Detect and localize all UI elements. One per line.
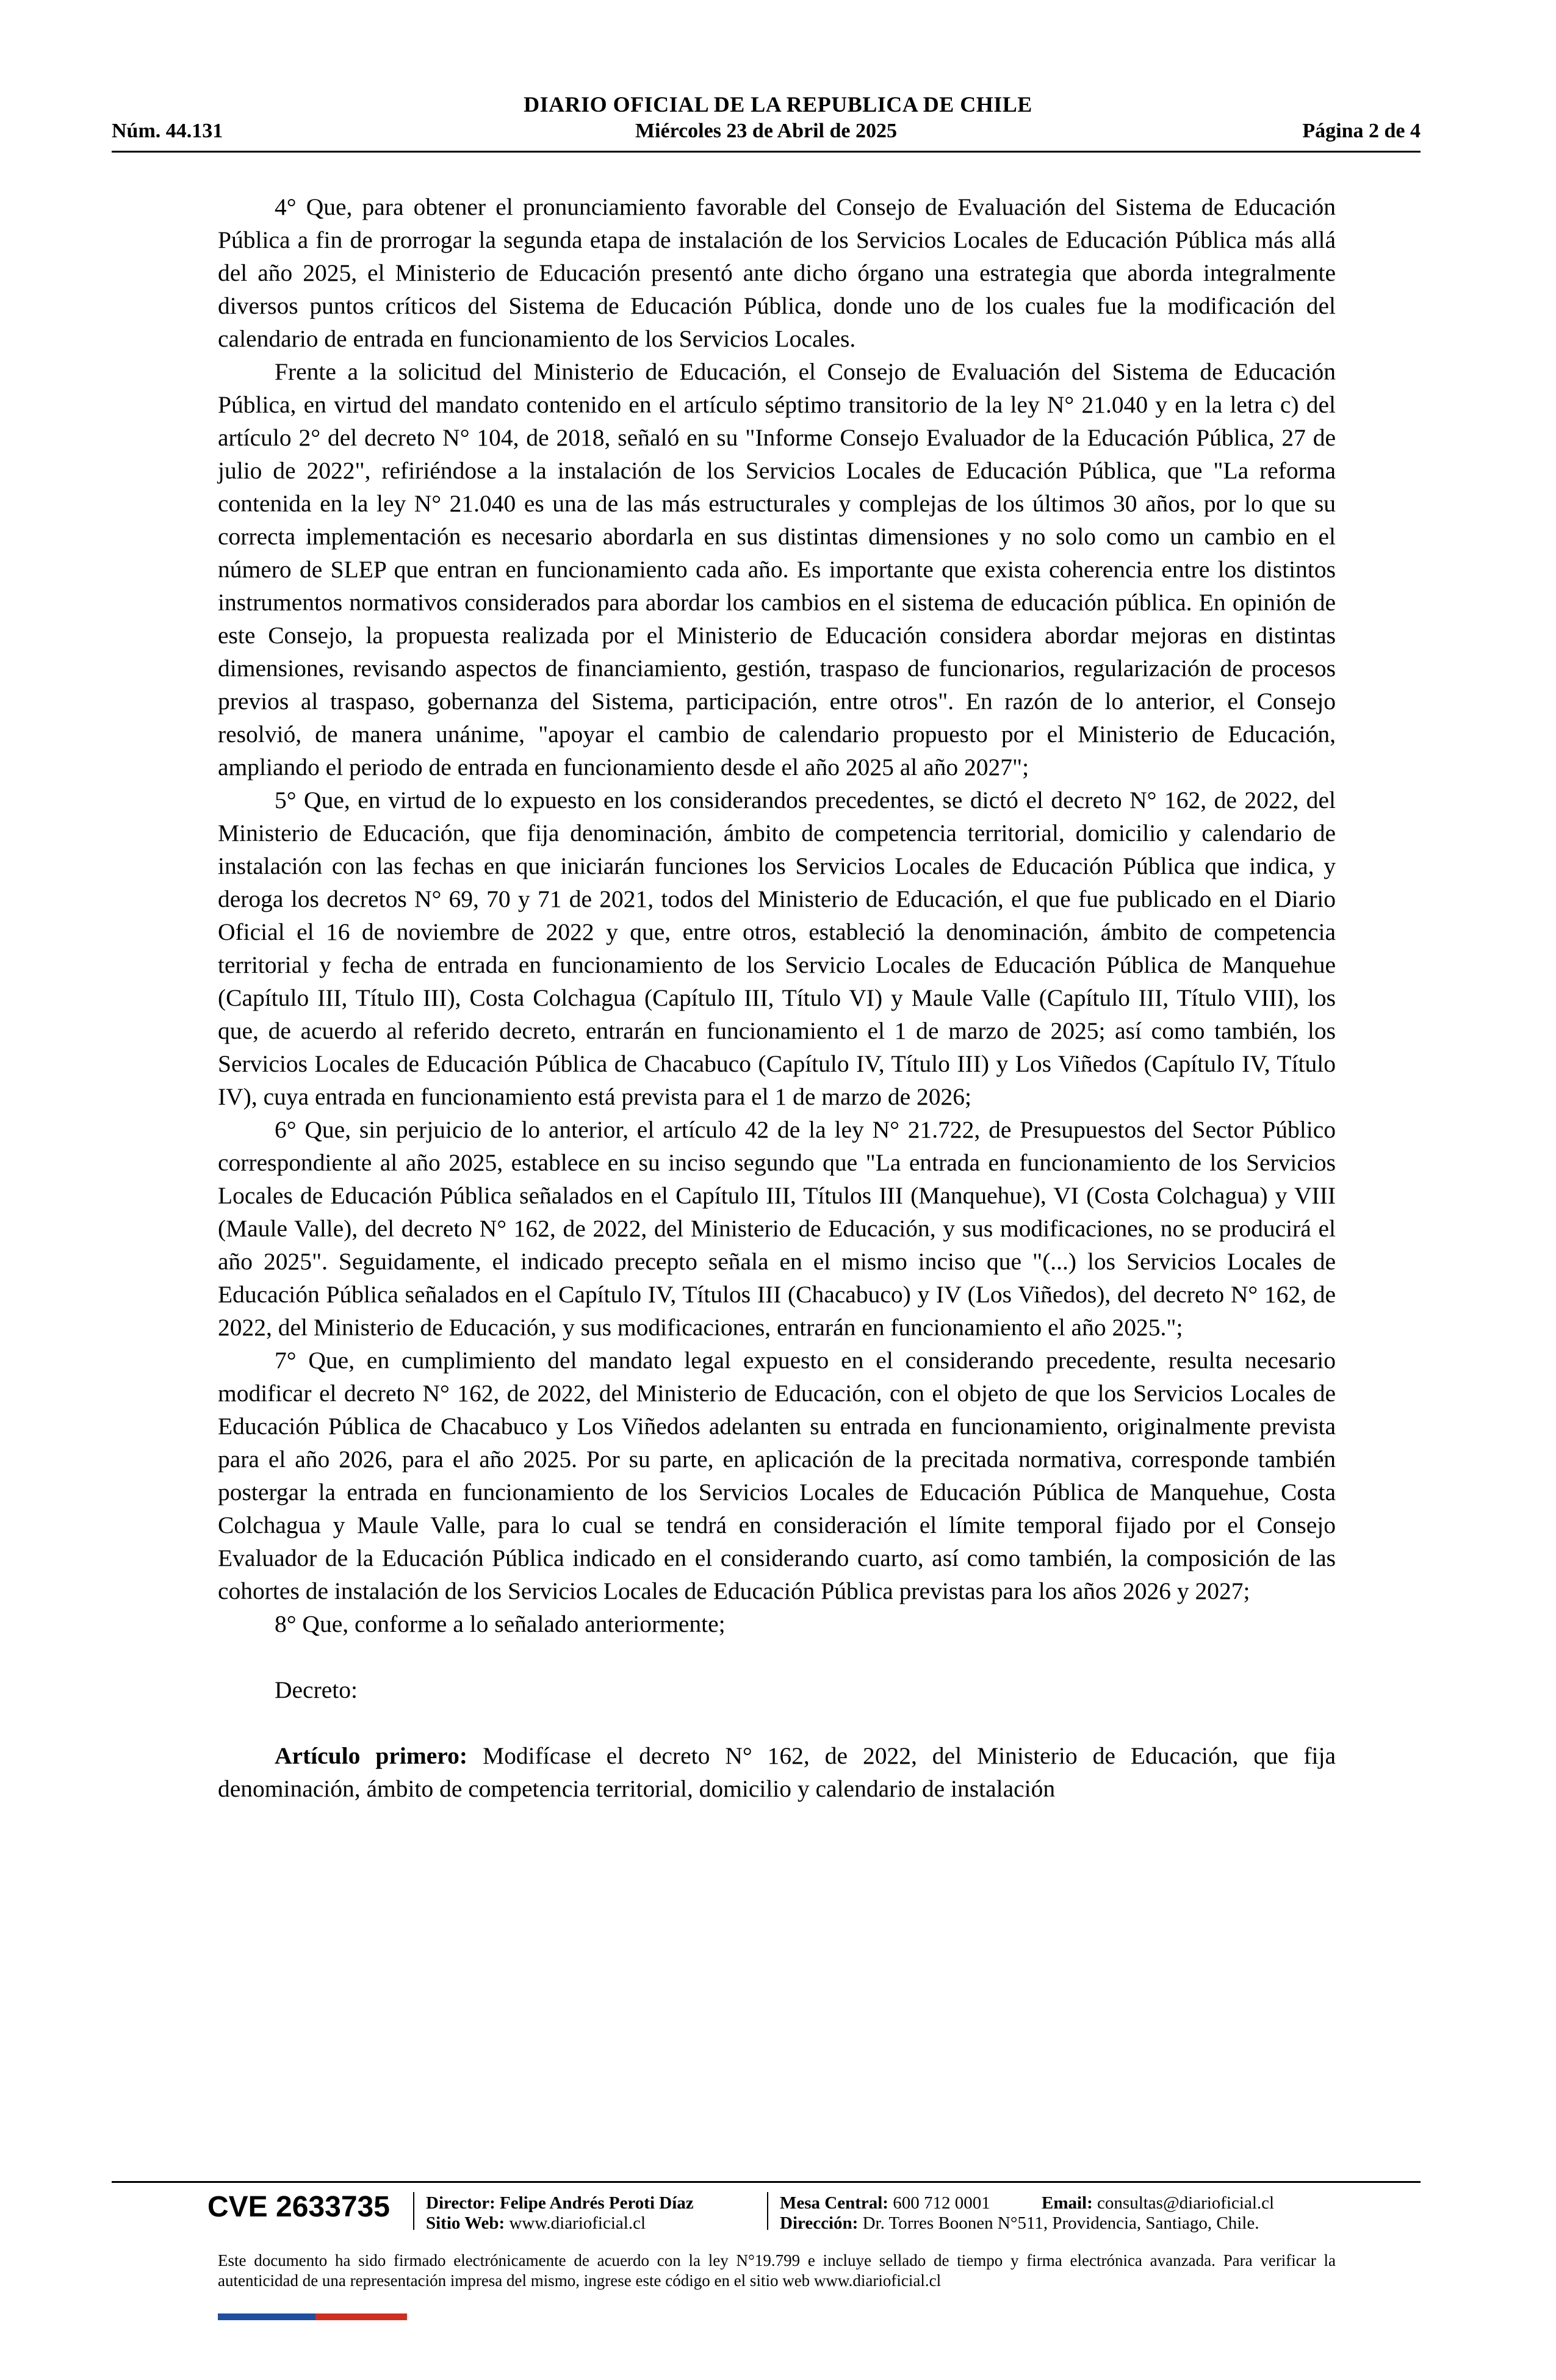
email-link[interactable]: consultas@diarioficial.cl bbox=[1097, 2193, 1275, 2213]
mesa-line bbox=[780, 2193, 990, 2213]
mesa-label: Mesa Central: bbox=[780, 2193, 888, 2213]
issue-number: Núm. 44.131 bbox=[112, 120, 223, 142]
header-row bbox=[112, 120, 1421, 146]
page-indicator: Página 2 de 4 bbox=[1302, 120, 1421, 142]
director-name: Felipe Andrés Peroti Díaz bbox=[500, 2193, 694, 2213]
paragraph-considerando-5: 5° Que, en virtud de lo expuesto en los considerandos precedentes, se dictó el decreto N° 162, de 2022, del Ministerio de Educación, que fija denominación, ámbito de competencia territorial, domicilio y calendario de instalación con las fechas en que iniciarán funciones los Servicios Locales de Educación Pública que indica, y deroga los decretos N° 69, 70 y 71 de 2021, todos del Ministerio de Educación, el que fue publicado en el Diario Oficial el 16 de noviembre de 2022 y que, entre otros, estableció la denominación, ámbito de competencia territorial y fecha de entrada en funcionamiento de los Servicio Locales de Educación Pública de Manquehue (Capítulo III, Título III), Costa Colchagua (Capítulo III, Título VI) y Maule Valle (Capítulo III, Título VIII), los que, de acuerdo al referido decreto, entrarán en funcionamiento el 1 de marzo de 2025; así como también, los Servicios Locales de Educación Pública de Chacabuco (Capítulo IV, Título III) y Los Viñedos (Capítulo IV, Título IV), cuya entrada en funcionamiento está prevista para el 1 de marzo de 2026; bbox=[218, 787, 1336, 1110]
footer-divider bbox=[112, 2181, 1421, 2183]
address-label: Dirección: bbox=[780, 2213, 859, 2233]
email-label: Email: bbox=[1042, 2193, 1093, 2213]
header-divider bbox=[112, 151, 1421, 153]
paragraph-considerando-8: 8° Que, conforme a lo señalado anteriormente; bbox=[275, 1610, 726, 1637]
paragraph-considerando-7: 7° Que, en cumplimiento del mandato legal expuesto en el considerando precedente, resulta necesario modificar el decreto N° 162, de 2022, del Ministerio de Educación, con el objeto de que los Servicios Locales de Educación Pública de Chacabuco y Los Viñedos adelanten su entrada en funcionamiento, originalmente prevista para el año 2026, para el año 2025. Por su parte, en aplicación de la precitada normativa, corresponde también postergar la entrada en funcionamiento de los Servicios Locales de Educación Pública de Manquehue, Costa Colchagua y Maule Valle, para lo cual se tendrá en consideración el límite temporal fijado por el Consejo Evaluador de la Educación Pública indicado en el considerando cuarto, así como también, la composición de las cohortes de instalación de los Servicios Locales de Educación Pública previstas para los años 2026 y 2027; bbox=[218, 1347, 1336, 1604]
director-label: Director: bbox=[426, 2193, 495, 2213]
article-first-label: Artículo primero: bbox=[275, 1742, 468, 1769]
cve-code: CVE 2633735 bbox=[207, 2191, 390, 2223]
footer-separator-2 bbox=[767, 2192, 768, 2230]
document-body bbox=[218, 190, 1336, 1805]
director-line bbox=[426, 2193, 694, 2213]
decree-heading: Decreto: bbox=[275, 1676, 358, 1703]
flag-stripe-blue bbox=[218, 2313, 315, 2320]
issue-date: Miércoles 23 de Abril de 2025 bbox=[635, 120, 898, 142]
paragraph-considerando-4: 4° Que, para obtener el pronunciamiento favorable del Consejo de Evaluación del Sistema de Educación Pública a fin de prorrogar la segunda etapa de instalación de los Servicios Locales de Educación Pública más allá del año 2025, el Ministerio de Educación presentó ante dicho órgano una estrategia que aborda integralmente diversos puntos críticos del Sistema de Educación Pública, donde uno de los cuales fue la modificación del calendario de entrada en funcionamiento de los Servicios Locales. bbox=[218, 193, 1336, 352]
website-link[interactable]: www.diarioficial.cl bbox=[509, 2213, 646, 2233]
mesa-phone: 600 712 0001 bbox=[893, 2193, 990, 2213]
email-line bbox=[1042, 2193, 1274, 2213]
website-line bbox=[426, 2213, 646, 2234]
website-label: Sitio Web: bbox=[426, 2213, 505, 2233]
newspaper-title: DIARIO OFICIAL DE LA REPUBLICA DE CHILE bbox=[524, 92, 1032, 117]
article-first-text: Modifícase el decreto N° 162, de 2022, del Ministerio de Educación, que fija denominación, ámbito de competencia territorial, domicilio y calendario de instalación bbox=[218, 1742, 1336, 1802]
signature-notice: Este documento ha sido firmado electrónicamente de acuerdo con la ley N°19.799 e incluye sellado de tiempo y firma electrónica avanzada. Para verificar la autenticidad de una representación impresa del mismo, ingrese este código en el sitio web www.diarioficial.cl bbox=[218, 2251, 1336, 2290]
paragraph-considerando-6: 6° Que, sin perjuicio de lo anterior, el artículo 42 de la ley N° 21.722, de Presupuestos del Sector Público correspondiente al año 2025, establece en su inciso segundo que "La entrada en funcionamiento de los Servicios Locales de Educación Pública señalados en el Capítulo III, Títulos III (Manquehue), VI (Costa Colchagua) y VIII (Maule Valle), del decreto N° 162, de 2022, del Ministerio de Educación, y sus modificaciones, no se producirá el año 2025". Seguidamente, el indicado precepto señala en el mismo inciso que "(...) los Servicios Locales de Educación Pública señalados en el Capítulo IV, Títulos III (Chacabuco) y IV (Los Viñedos), del decreto N° 162, de 2022, del Ministerio de Educación, y sus modificaciones, entrarán en funcionamiento el año 2025."; bbox=[218, 1116, 1336, 1341]
paragraph-consejo-informe: Frente a la solicitud del Ministerio de Educación, el Consejo de Evaluación del Sistema de Educación Pública, en virtud del mandato contenido en el artículo séptimo transitorio de la ley N° 21.040 y en la letra c) del artículo 2° del decreto N° 104, de 2018, señaló en su "Informe Consejo Evaluador de la Educación Pública, 27 de julio de 2022", refiriéndose a la instalación de los Servicios Locales de Educación Pública, que "La reforma contenida en la ley N° 21.040 es una de las más estructurales y complejas de los últimos 30 años, por lo que su correcta implementación es necesario abordarla en sus distintas dimensiones y no solo como un cambio en el número de SLEP que entran en funcionamiento cada año. Es importante que exista coherencia entre los distintos instrumentos normativos considerados para abordar los cambios en el sistema de educación pública. En opinión de este Consejo, la propuesta realizada por el Ministerio de Educación considera abordar mejoras en distintas dimensiones, revisando aspectos de financiamiento, gestión, traspaso de funcionarios, regularización de procesos previos al traspaso, gobernanza del Sistema, participación, entre otros". En razón de lo anterior, el Consejo resolvió, de manera unánime, "apoyar el cambio de calendario propuesto por el Ministerio de Educación, ampliando el periodo de entrada en funcionamiento desde el año 2025 al año 2027"; bbox=[218, 358, 1336, 781]
footer-separator bbox=[413, 2192, 414, 2230]
address-line bbox=[780, 2213, 1259, 2234]
article-first bbox=[218, 1739, 1336, 1805]
address-text: Dr. Torres Boonen N°511, Providencia, Santiago, Chile. bbox=[862, 2213, 1259, 2233]
flag-stripe-red bbox=[315, 2313, 407, 2320]
